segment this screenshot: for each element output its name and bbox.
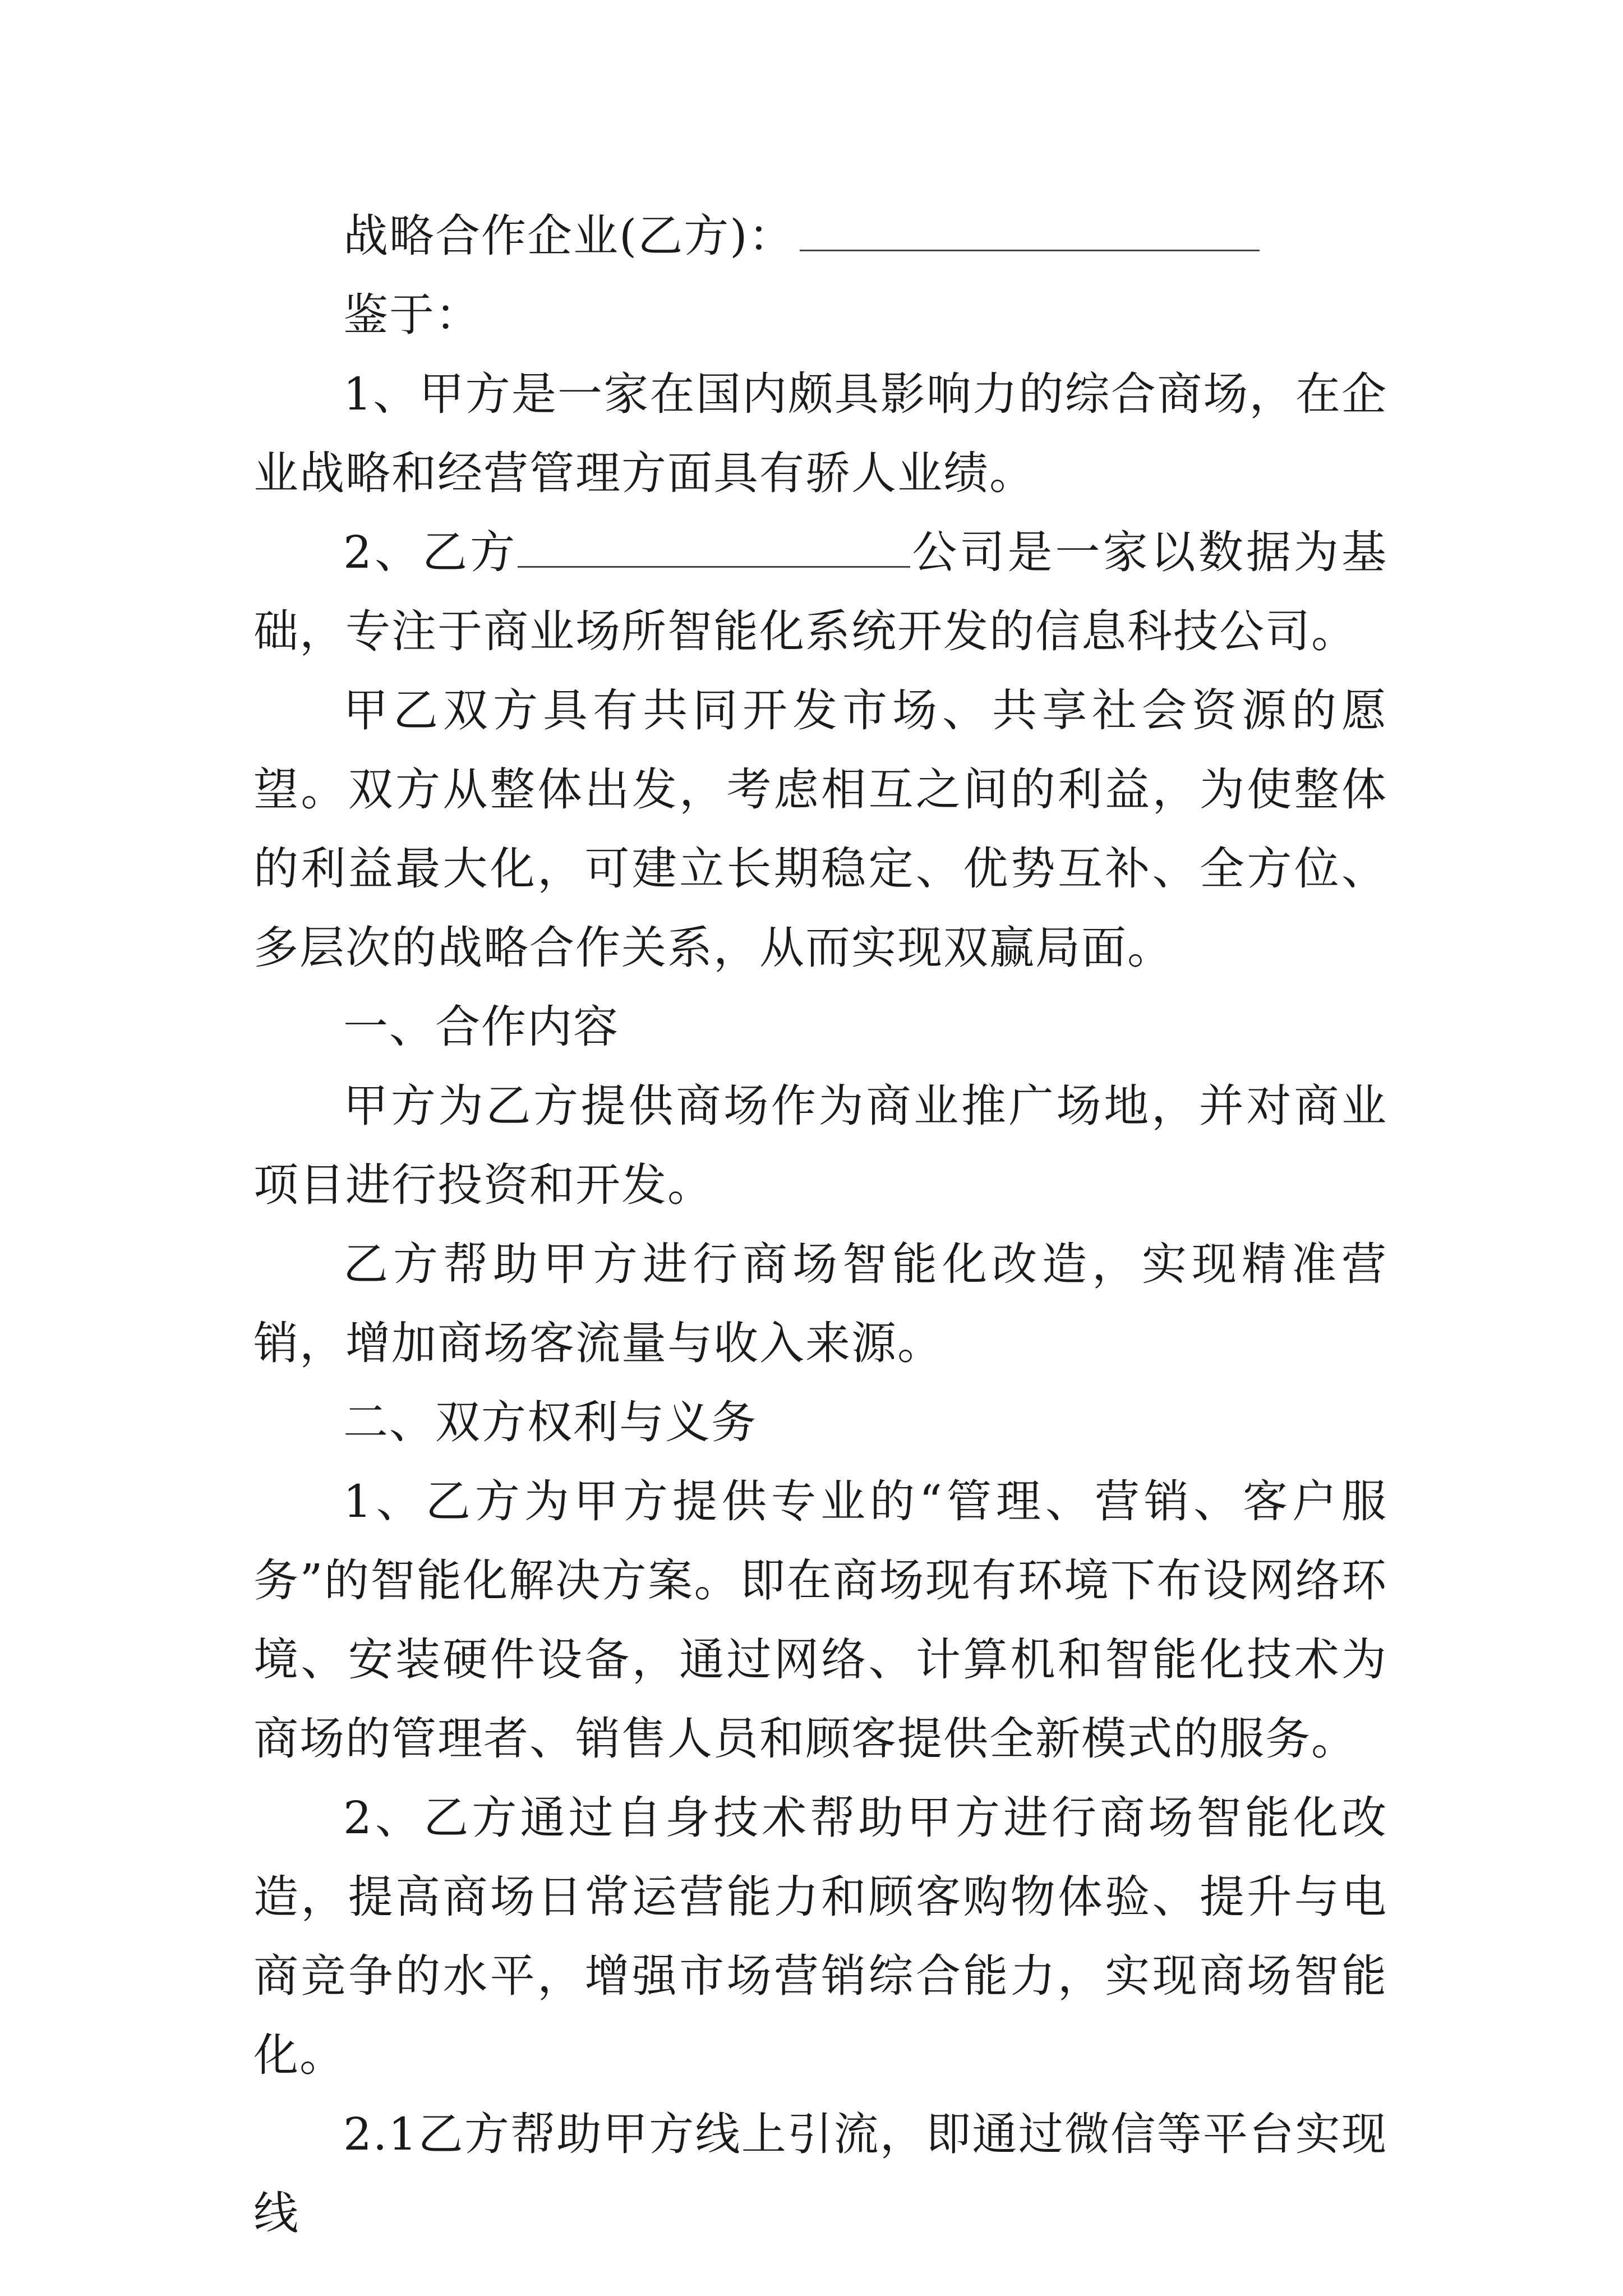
section-heading-cooperation: 一、合作内容 [343, 1001, 619, 1053]
clause-2-prefix: 2、乙方 [343, 526, 518, 578]
cooperation-paragraph-1: 甲方为乙方提供商场作为商业推广场地，并对商业项目进行投资和开发。 [253, 1080, 1387, 1211]
cooperation-paragraph-2: 乙方帮助甲方进行商场智能化改造，实现精准营销，增加商场客流量与收入来源。 [253, 1238, 1387, 1369]
whereas-clause-2 [253, 513, 1387, 671]
whereas-heading: 鉴于： [343, 289, 481, 341]
party-b-line [253, 196, 1387, 275]
section-heading-rights: 二、双方权利与义务 [343, 1396, 757, 1448]
whereas-clause-1: 1、甲方是一家在国内颇具影响力的综合商场，在企业战略和经营管理方面具有骄人业绩。 [253, 368, 1387, 499]
party-b-name-blank [800, 210, 1260, 251]
company-name-blank [518, 527, 910, 568]
clause-2-suffix: 公司是一家以数据为基础，专注于商业场所智能化系统开发的信息科技公司。 [253, 526, 1387, 657]
rights-clause-2: 2、乙方通过自身技术帮助甲方进行商场智能化改造，提高商场日常运营能力和顾客购物体验、提升与电商竞争的水平，增强市场营销综合能力，实现商场智能化。 [253, 1792, 1387, 2081]
document-page [253, 196, 1387, 2253]
rights-clause-2-1: 2.1乙方帮助甲方线上引流，即通过微信等平台实现线 [253, 2108, 1387, 2239]
party-b-label: 战略合作企业(乙方)： [343, 210, 795, 262]
rights-clause-1: 1、乙方为甲方提供专业的“管理、营销、客户服务”的智能化解决方案。即在商场现有环境下布设网络环境、安装硬件设备，通过网络、计算机和智能化技术为商场的管理者、销售人员和顾客提供全新模式的服务。 [253, 1475, 1387, 1765]
intent-paragraph: 甲乙双方具有共同开发市场、共享社会资源的愿望。双方从整体出发，考虑相互之间的利益，为使整体的利益最大化，可建立长期稳定、优势互补、全方位、多层次的战略合作关系，从而实现双赢局面。 [253, 684, 1387, 974]
